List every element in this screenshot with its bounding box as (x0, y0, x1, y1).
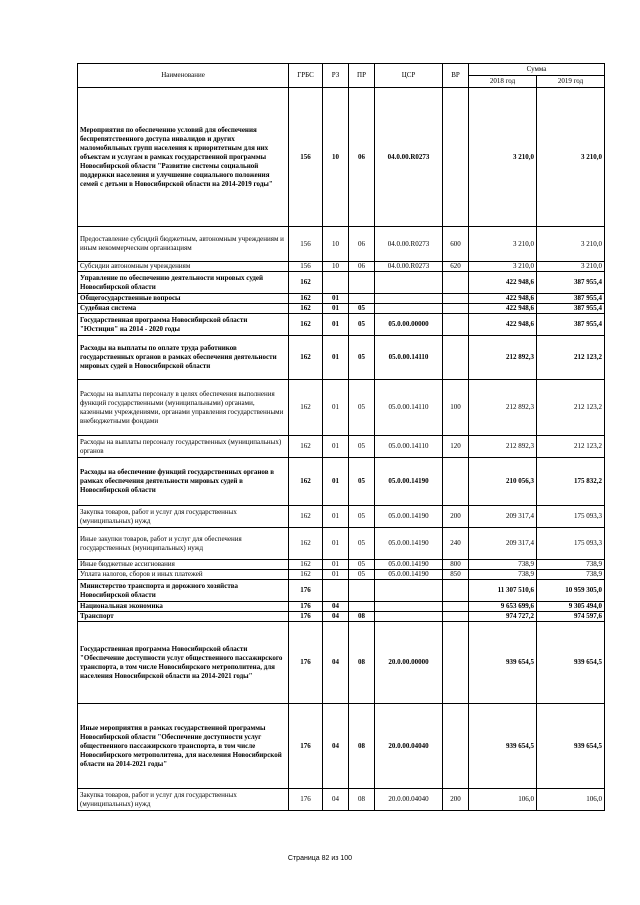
cell-name: Иные закупки товаров, работ и услуг для обеспечения государственных (муниципальных) нужд (78, 528, 289, 560)
cell-sum-2018: 212 892,3 (469, 336, 537, 380)
cell-rz: 04 (323, 704, 349, 789)
cell-pr: 06 (349, 262, 375, 272)
cell-rz: 04 (323, 612, 349, 622)
cell-sum-2019: 106,0 (537, 789, 605, 811)
cell-pr: 08 (349, 622, 375, 704)
cell-csr: 05.0.00.14110 (375, 380, 443, 436)
cell-grbs: 162 (289, 506, 323, 528)
cell-sum-2019: 212 123,2 (537, 336, 605, 380)
cell-rz: 10 (323, 227, 349, 262)
cell-grbs: 176 (289, 704, 323, 789)
cell-sum-2019: 738,9 (537, 560, 605, 570)
cell-rz: 04 (323, 789, 349, 811)
cell-grbs: 162 (289, 380, 323, 436)
cell-name: Расходы на выплаты персоналу государственных (муниципальных) органов (78, 436, 289, 458)
cell-grbs: 176 (289, 622, 323, 704)
cell-pr (349, 602, 375, 612)
cell-rz: 01 (323, 336, 349, 380)
col-header-sum: Сумма (469, 64, 605, 76)
cell-sum-2018: 939 654,5 (469, 622, 537, 704)
cell-pr: 05 (349, 380, 375, 436)
cell-csr (375, 304, 443, 314)
cell-pr: 08 (349, 704, 375, 789)
cell-pr: 05 (349, 528, 375, 560)
cell-name: Закупка товаров, работ и услуг для государственных (муниципальных) нужд (78, 789, 289, 811)
cell-rz: 01 (323, 560, 349, 570)
cell-name: Государственная программа Новосибирской области "Юстиция" на 2014 - 2020 годы (78, 314, 289, 336)
cell-pr: 05 (349, 436, 375, 458)
cell-grbs: 162 (289, 304, 323, 314)
cell-name: Судебная система (78, 304, 289, 314)
table-body (78, 88, 605, 811)
cell-pr: 05 (349, 506, 375, 528)
cell-vr: 240 (443, 528, 469, 560)
cell-csr: 05.0.00.14190 (375, 458, 443, 506)
cell-vr: 600 (443, 227, 469, 262)
cell-pr: 06 (349, 88, 375, 227)
cell-sum-2018: 210 056,3 (469, 458, 537, 506)
cell-csr: 05.0.00.14190 (375, 560, 443, 570)
cell-vr: 120 (443, 436, 469, 458)
cell-sum-2018: 422 948,6 (469, 272, 537, 294)
cell-grbs: 162 (289, 436, 323, 458)
cell-sum-2018: 738,9 (469, 570, 537, 580)
cell-sum-2019: 212 123,2 (537, 380, 605, 436)
cell-name: Мероприятия по обеспечению условий для обеспечения беспрепятственного доступа инвалидов и других маломобильных групп населения к приоритетным для них объектам и услугам в рамках государственной программы Новосибирской области "Развитие системы социальной поддержки населения и улучшение социального положения семей с детьми в Новосибирской области на 2014-2019 годы" (78, 88, 289, 227)
cell-sum-2018: 212 892,3 (469, 436, 537, 458)
cell-grbs: 162 (289, 458, 323, 506)
cell-rz: 01 (323, 436, 349, 458)
cell-rz: 01 (323, 458, 349, 506)
cell-pr: 06 (349, 227, 375, 262)
cell-sum-2018: 212 892,3 (469, 380, 537, 436)
cell-sum-2018: 106,0 (469, 789, 537, 811)
cell-pr: 05 (349, 570, 375, 580)
cell-sum-2018: 422 948,6 (469, 294, 537, 304)
cell-vr (443, 272, 469, 294)
cell-vr (443, 294, 469, 304)
cell-csr: 04.0.00.R0273 (375, 88, 443, 227)
cell-pr: 05 (349, 560, 375, 570)
cell-vr (443, 602, 469, 612)
cell-name: Национальная экономика (78, 602, 289, 612)
cell-rz: 10 (323, 88, 349, 227)
cell-sum-2019: 387 955,4 (537, 294, 605, 304)
cell-sum-2019: 212 123,2 (537, 436, 605, 458)
cell-sum-2019: 939 654,5 (537, 704, 605, 789)
cell-sum-2018: 209 317,4 (469, 506, 537, 528)
col-header-pr: ПР (349, 64, 375, 88)
cell-vr (443, 612, 469, 622)
cell-sum-2018: 11 307 510,6 (469, 580, 537, 602)
cell-name: Иные бюджетные ассигнования (78, 560, 289, 570)
cell-grbs: 156 (289, 227, 323, 262)
cell-pr: 08 (349, 612, 375, 622)
cell-sum-2018: 939 654,5 (469, 704, 537, 789)
cell-name: Предоставление субсидий бюджетным, автономным учреждениям и иным некоммерческим организациям (78, 227, 289, 262)
cell-sum-2018: 422 948,6 (469, 304, 537, 314)
cell-csr: 04.0.00.R0273 (375, 262, 443, 272)
cell-csr: 20.0.00.04040 (375, 704, 443, 789)
cell-pr: 08 (349, 789, 375, 811)
cell-csr: 20.0.00.00000 (375, 622, 443, 704)
cell-rz (323, 272, 349, 294)
table-row (78, 304, 605, 314)
cell-rz (323, 580, 349, 602)
cell-grbs: 162 (289, 314, 323, 336)
table-row (78, 458, 605, 506)
col-header-vr: ВР (443, 64, 469, 88)
table-row (78, 704, 605, 789)
cell-grbs: 162 (289, 272, 323, 294)
cell-pr (349, 580, 375, 602)
cell-csr: 05.0.00.14190 (375, 528, 443, 560)
cell-vr: 200 (443, 789, 469, 811)
cell-pr: 05 (349, 336, 375, 380)
cell-sum-2018: 738,9 (469, 560, 537, 570)
cell-sum-2019: 3 210,0 (537, 262, 605, 272)
cell-grbs: 156 (289, 88, 323, 227)
cell-sum-2018: 3 210,0 (469, 227, 537, 262)
cell-sum-2019: 738,9 (537, 570, 605, 580)
cell-sum-2019: 175 093,3 (537, 506, 605, 528)
cell-vr (443, 88, 469, 227)
table-row (78, 612, 605, 622)
cell-rz: 04 (323, 622, 349, 704)
cell-sum-2019: 175 832,2 (537, 458, 605, 506)
cell-grbs: 162 (289, 294, 323, 304)
cell-grbs: 162 (289, 336, 323, 380)
cell-name: Министерство транспорта и дорожного хозяйства Новосибирской области (78, 580, 289, 602)
table-row (78, 436, 605, 458)
cell-rz: 01 (323, 380, 349, 436)
cell-pr (349, 294, 375, 304)
cell-grbs: 176 (289, 602, 323, 612)
cell-csr (375, 272, 443, 294)
cell-name: Уплата налогов, сборов и иных платежей (78, 570, 289, 580)
cell-name: Расходы на выплаты по оплате труда работников государственных органов в рамках обеспечения деятельности мировых судей в Новосибирской области (78, 336, 289, 380)
cell-vr: 850 (443, 570, 469, 580)
cell-sum-2019: 175 093,3 (537, 528, 605, 560)
cell-name: Транспорт (78, 612, 289, 622)
cell-name: Субсидии автономным учреждениям (78, 262, 289, 272)
table-row (78, 622, 605, 704)
table-row (78, 560, 605, 570)
cell-sum-2018: 974 727,2 (469, 612, 537, 622)
cell-vr (443, 304, 469, 314)
cell-vr: 620 (443, 262, 469, 272)
cell-name: Расходы на выплаты персоналу в целях обеспечения выполнения функций государственными (муниципальными) органами, казенными учреждениями, органами управления государственными внебюджетными фондами (78, 380, 289, 436)
table-row (78, 227, 605, 262)
cell-sum-2019: 974 597,6 (537, 612, 605, 622)
cell-csr (375, 580, 443, 602)
cell-csr (375, 294, 443, 304)
cell-sum-2019: 9 305 494,0 (537, 602, 605, 612)
table-row (78, 528, 605, 560)
table-row (78, 272, 605, 294)
cell-sum-2018: 422 948,6 (469, 314, 537, 336)
cell-grbs: 162 (289, 528, 323, 560)
col-header-rz: РЗ (323, 64, 349, 88)
table-row (78, 88, 605, 227)
table-row (78, 380, 605, 436)
cell-sum-2018: 9 653 699,6 (469, 602, 537, 612)
cell-sum-2018: 209 317,4 (469, 528, 537, 560)
cell-rz: 01 (323, 294, 349, 304)
cell-vr (443, 458, 469, 506)
table-row (78, 506, 605, 528)
cell-vr (443, 580, 469, 602)
cell-sum-2019: 10 959 305,0 (537, 580, 605, 602)
cell-sum-2019: 3 210,0 (537, 227, 605, 262)
cell-pr: 05 (349, 314, 375, 336)
cell-vr (443, 336, 469, 380)
cell-rz: 01 (323, 570, 349, 580)
cell-name: Закупка товаров, работ и услуг для государственных (муниципальных) нужд (78, 506, 289, 528)
cell-vr: 100 (443, 380, 469, 436)
cell-rz: 01 (323, 506, 349, 528)
cell-csr (375, 602, 443, 612)
page-footer: Страница 82 из 100 (287, 855, 353, 862)
cell-sum-2019: 387 955,4 (537, 304, 605, 314)
cell-sum-2018: 3 210,0 (469, 262, 537, 272)
cell-rz: 01 (323, 528, 349, 560)
cell-vr (443, 314, 469, 336)
cell-name: Расходы на обеспечение функций государственных органов в рамках обеспечения деятельности мировых судей в Новосибирской области (78, 458, 289, 506)
cell-sum-2018: 3 210,0 (469, 88, 537, 227)
cell-sum-2019: 387 955,4 (537, 272, 605, 294)
cell-csr: 20.0.00.04040 (375, 789, 443, 811)
table-row (78, 789, 605, 811)
cell-csr: 05.0.00.00000 (375, 314, 443, 336)
col-header-2019: 2019 год (537, 76, 605, 88)
cell-rz: 04 (323, 602, 349, 612)
table-row (78, 336, 605, 380)
cell-grbs: 156 (289, 262, 323, 272)
cell-grbs: 176 (289, 580, 323, 602)
cell-csr: 05.0.00.14110 (375, 436, 443, 458)
cell-name: Иные мероприятия в рамках государственной программы Новосибирской области "Обеспечение доступности услуг общественного пассажирского транспорта, в том числе Новосибирского метрополитена, для населения Новосибирской области на 2014-2021 годы" (78, 704, 289, 789)
cell-vr: 200 (443, 506, 469, 528)
cell-vr: 800 (443, 560, 469, 570)
table-row (78, 262, 605, 272)
budget-table (77, 63, 605, 811)
col-header-csr: ЦСР (375, 64, 443, 88)
cell-sum-2019: 3 210,0 (537, 88, 605, 227)
table-row (78, 580, 605, 602)
cell-csr: 04.0.00.R0273 (375, 227, 443, 262)
cell-grbs: 162 (289, 570, 323, 580)
cell-grbs: 176 (289, 612, 323, 622)
table-row (78, 294, 605, 304)
cell-csr (375, 612, 443, 622)
table-row (78, 570, 605, 580)
table-row (78, 602, 605, 612)
cell-rz: 01 (323, 314, 349, 336)
cell-rz: 01 (323, 304, 349, 314)
cell-sum-2019: 387 955,4 (537, 314, 605, 336)
col-header-2018: 2018 год (469, 76, 537, 88)
cell-rz: 10 (323, 262, 349, 272)
cell-pr: 05 (349, 458, 375, 506)
cell-vr (443, 622, 469, 704)
cell-pr: 05 (349, 304, 375, 314)
header-row (78, 64, 605, 76)
table-row (78, 314, 605, 336)
cell-grbs: 162 (289, 560, 323, 570)
cell-csr: 05.0.00.14190 (375, 570, 443, 580)
cell-name: Государственная программа Новосибирской области "Обеспечение доступности услуг общественного пассажирского транспорта, в том числе Новосибирского метрополитена, для населения Новосибирской области на 2014-2021 годы" (78, 622, 289, 704)
cell-csr: 05.0.00.14190 (375, 506, 443, 528)
cell-pr (349, 272, 375, 294)
cell-vr (443, 704, 469, 789)
col-header-name: Наименование (78, 64, 289, 88)
cell-name: Общегосударственные вопросы (78, 294, 289, 304)
col-header-grbs: ГРБС (289, 64, 323, 88)
cell-csr: 05.0.00.14110 (375, 336, 443, 380)
cell-sum-2019: 939 654,5 (537, 622, 605, 704)
cell-grbs: 176 (289, 789, 323, 811)
cell-name: Управление по обеспечению деятельности мировых судей Новосибирской области (78, 272, 289, 294)
